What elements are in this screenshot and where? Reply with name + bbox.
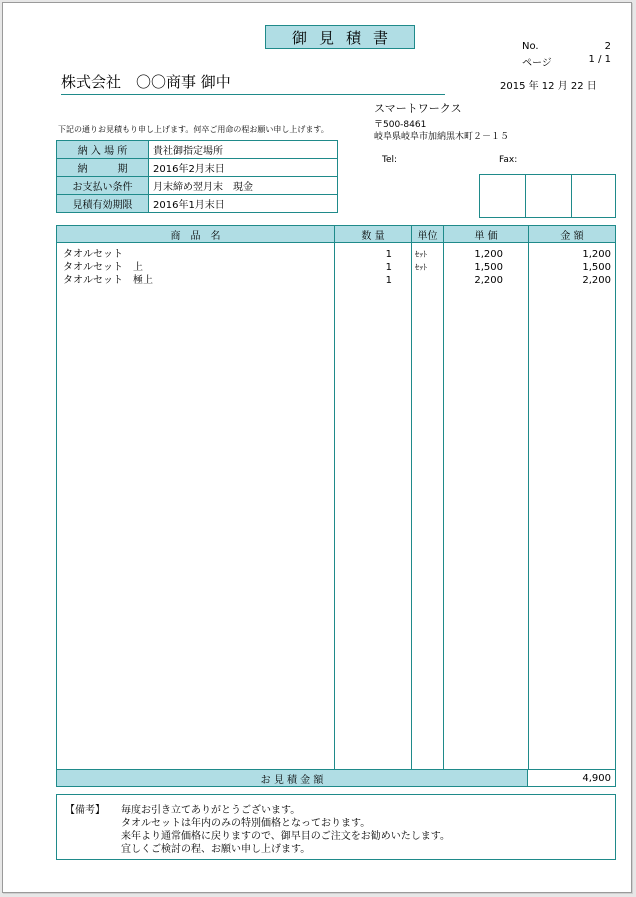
issuer-address: 岐阜県岐阜市加納黒木町２－１５ bbox=[374, 132, 510, 142]
header-amount: 金 額 bbox=[528, 225, 616, 243]
item-amount: 1,200 bbox=[582, 249, 611, 260]
item-qty: 1 bbox=[385, 275, 392, 286]
info-row bbox=[57, 195, 338, 213]
info-row bbox=[57, 177, 338, 195]
stamp-box bbox=[525, 174, 572, 218]
intro-text: 下記の通りお見積もり申し上げます。何卒ご用命の程お願い申し上げます。 bbox=[58, 125, 329, 134]
remarks-line: 宜しくご検討の程、お願い申し上げます。 bbox=[121, 844, 311, 855]
remarks-line: 毎度お引き立てありがとうございます。 bbox=[121, 805, 301, 816]
issuer-postal: 〒500-8461 bbox=[374, 120, 427, 130]
info-value: 2016年2月末日 bbox=[149, 159, 338, 177]
issuer-company: スマートワークス bbox=[374, 102, 462, 115]
header-price: 単 価 bbox=[443, 225, 529, 243]
item-qty: 1 bbox=[385, 262, 392, 273]
item-qty: 1 bbox=[385, 249, 392, 260]
item-name: タオルセット 極上 bbox=[63, 275, 153, 286]
item-unit: ｾｯﾄ bbox=[415, 263, 427, 272]
fax-label: Fax: bbox=[499, 155, 518, 165]
item-name: タオルセット bbox=[63, 249, 123, 260]
remarks-line: 来年より通常価格に戻りますので、御早目のご注文をお勧めいたします。 bbox=[121, 831, 450, 842]
page-label: ページ bbox=[522, 58, 552, 69]
items-table bbox=[56, 225, 616, 770]
document-title: 御見積書 bbox=[265, 25, 415, 49]
info-value: 月末締め翌月末 現金 bbox=[149, 177, 338, 195]
info-row bbox=[57, 141, 338, 159]
info-label: お支払い条件 bbox=[57, 177, 149, 195]
no-value: 2 bbox=[604, 41, 611, 52]
page-value: 1 / 1 bbox=[588, 54, 611, 65]
issue-date: 2015 年 12 月 22 日 bbox=[500, 81, 597, 92]
total-label: お 見 積 金 額 bbox=[56, 769, 528, 787]
stamp-box bbox=[571, 174, 616, 218]
no-label: No. bbox=[522, 41, 539, 52]
info-table bbox=[56, 140, 338, 213]
column-divider bbox=[411, 243, 412, 770]
column-divider bbox=[443, 243, 444, 770]
item-price: 1,500 bbox=[474, 262, 503, 273]
item-amount: 2,200 bbox=[582, 275, 611, 286]
item-price: 2,200 bbox=[474, 275, 503, 286]
item-amount: 1,500 bbox=[582, 262, 611, 273]
total-value: 4,900 bbox=[527, 769, 616, 787]
column-divider bbox=[528, 243, 529, 770]
item-unit: ｾｯﾄ bbox=[415, 250, 427, 259]
info-value: 2016年1月末日 bbox=[149, 195, 338, 213]
recipient: 株式会社 〇〇商事 御中 bbox=[61, 71, 445, 95]
header-unit: 単位 bbox=[411, 225, 444, 243]
info-row bbox=[57, 159, 338, 177]
info-value: 貴社御指定場所 bbox=[149, 141, 338, 159]
header-name: 商 品 名 bbox=[56, 225, 335, 243]
item-price: 1,200 bbox=[474, 249, 503, 260]
header-qty: 数 量 bbox=[334, 225, 412, 243]
item-name: タオルセット 上 bbox=[63, 262, 143, 273]
stamp-box bbox=[479, 174, 526, 218]
info-label: 納 期 bbox=[57, 159, 149, 177]
remarks-box bbox=[56, 794, 616, 860]
remarks-line: タオルセットは年内のみの特別価格となっております。 bbox=[121, 818, 371, 829]
estimate-document bbox=[2, 2, 632, 893]
info-label: 納 入 場 所 bbox=[57, 141, 149, 159]
column-divider bbox=[334, 243, 335, 770]
remarks-label: 【備考】 bbox=[65, 805, 105, 816]
info-label: 見積有効期限 bbox=[57, 195, 149, 213]
tel-label: Tel: bbox=[382, 155, 398, 165]
